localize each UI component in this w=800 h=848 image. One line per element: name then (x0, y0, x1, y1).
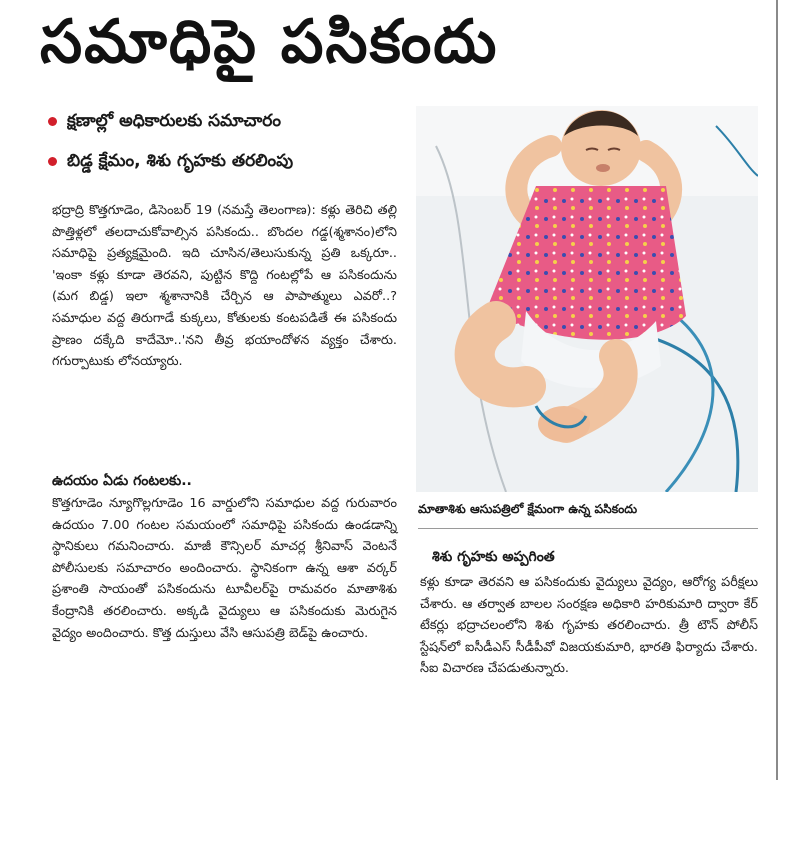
photo-caption: మాతాశిశు ఆసుపత్రిలో క్షేమంగా ఉన్న పసికందు (418, 502, 638, 516)
baby-illustration-icon (416, 106, 758, 492)
right-column-paragraph (420, 572, 758, 680)
paragraph-text: కొత్తగూడెం న్యూగొల్లగూడెం 16 వార్డులోని సమాధుల వద్ద గురువారం ఉదయం 7.00 గంటల సమయంలో సమాధిపై పసికందు ఉండడాన్ని స్థానికులు గమనించారు. మాజీ కౌన్సిలర్ మాచర్ల శ్రీనివాస్ వెంటనే పోలీసులకు సమాచారం అందించారు. స్థానికంగా ఉన్న ఆశా వర్కర్ ప్రశాంతి సాయంతో పసికందును టూవీలర్‌పై రామవరం మాతాశిశు కేంద్రానికి తరలించారు. అక్కడి వైద్యులు ఆ పసికందుకు మెరుగైన వైద్యం అందించారు. కొత్త దుస్తులు వేసి ఆసుపత్రి బెడ్‌పై ఉంచారు. (52, 496, 397, 641)
highlight-bullets (48, 108, 408, 188)
left-subheading: ఉదయం ఏడు గంటలకు.. (52, 473, 192, 489)
bullet-text: బిడ్డ క్షేమం, శిశు గృహకు తరలింపు (67, 151, 294, 171)
headline: సమాధిపై పసికందు (40, 7, 499, 77)
bullet-dot-icon (48, 117, 57, 126)
left-column-paragraph-2 (52, 493, 397, 644)
newborn-baby-photo (416, 106, 758, 492)
right-subheading: శిశు గృహకు అప్పగింత (432, 549, 555, 565)
column-rule (776, 0, 778, 780)
left-column-paragraph-1 (52, 200, 397, 373)
bullet-dot-icon (48, 157, 57, 166)
bullet-item (48, 108, 408, 134)
bullet-text: క్షణాల్లో అధికారులకు సమాచారం (67, 111, 281, 131)
bullet-item (48, 148, 408, 174)
paragraph-text: కళ్లు కూడా తెరవని ఆ పసికందుకు వైద్యులు వైద్యం, ఆరోగ్య పరీక్షలు చేశారు. ఆ తర్వాత బాలల సంరక్షణ అధికారి హరికుమారి ద్వారా కేర్ టేకర్లు భద్రాచలంలోని శిశు గృహకు తరలించారు. త్రీ టౌన్ పోలీస్ స్టేషన్‌లో ఐసీడీఎస్ సీడీపీవో విజయకుమారి, భారతి ఫిర్యాదు చేశారు. సీఐ విచారణ చేపడుతున్నారు. (420, 575, 758, 677)
caption-divider (418, 528, 758, 529)
paragraph-text: భద్రాద్రి కొత్తగూడెం, డిసెంబర్ 19 (నమస్తే తెలంగాణ): కళ్లు తెరిచి తల్లి పొత్తిళ్లలో తలదాచుకోవాల్సిన పసికందు.. బొందల గడ్డ(శ్మశానం)లోని సమాధిపై ప్రత్యక్షమైంది. ఇది చూసిన/తెలుసుకున్న ప్రతి ఒక్కరూ.. 'ఇంకా కళ్లు కూడా తెరవని, పుట్టిన కొద్ది గంటల్లోపే ఆ పసికందును (మగ బిడ్డ) ఇలా శ్మశానానికి చేర్చిన ఆ పాపాత్ములు ఎవరో..? సమాధుల వద్ద తిరుగాడే కుక్కలు, కోతులకు కంటపడితే ఈ పసికందు ప్రాణం దక్కేది కాదేమో..'నని తీవ్ర భయాందోళన వ్యక్తం చేశారు. గగుర్పాటుకు లోనయ్యారు. (52, 203, 397, 370)
